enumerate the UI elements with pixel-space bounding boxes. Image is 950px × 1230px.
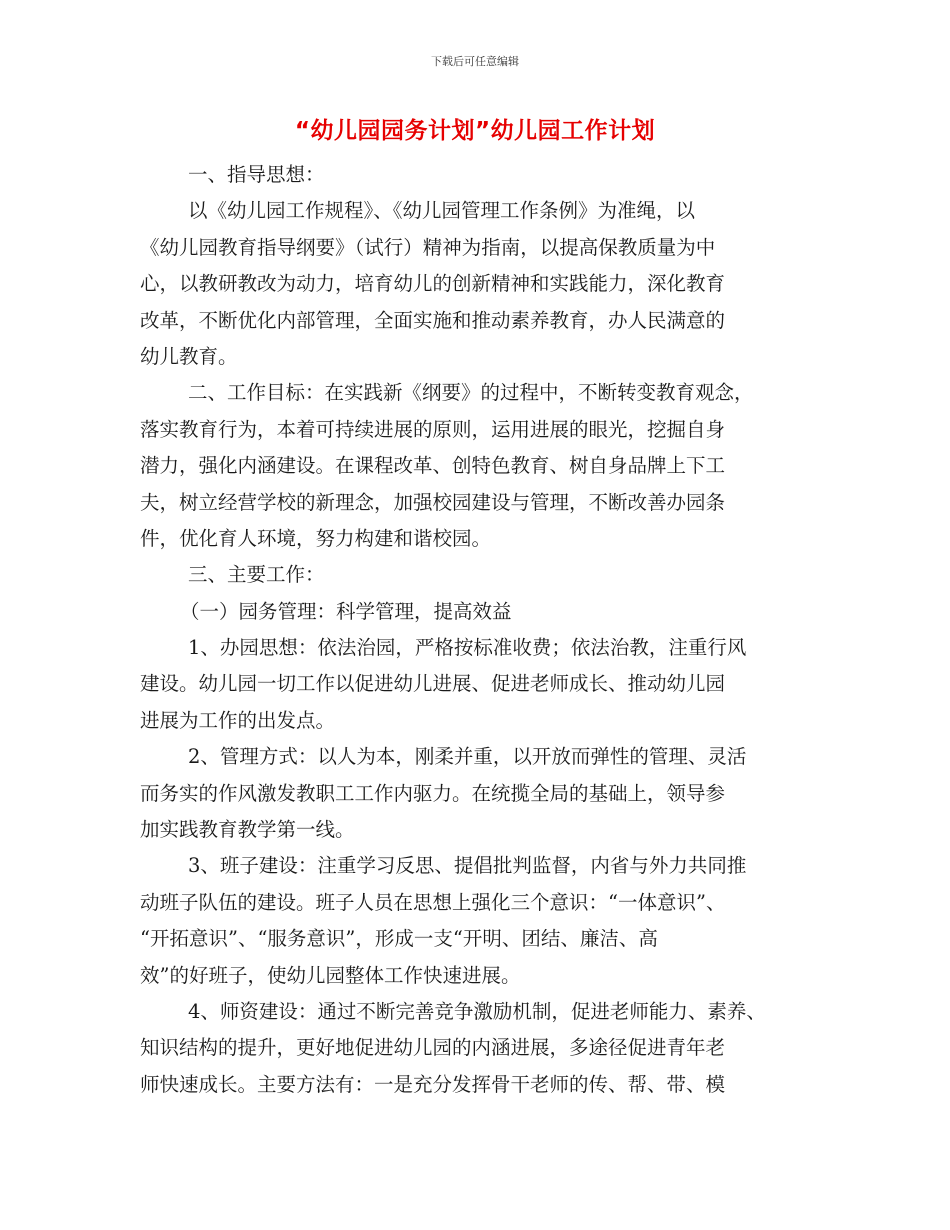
text-line: 心，以教研教改为动力，培育幼儿的创新精神和实践能力，深化教育 bbox=[140, 272, 726, 296]
document-body bbox=[140, 157, 810, 1103]
text-line: “开拓意识”、“服务意识”，形成一支“开明、团结、廉洁、高 bbox=[140, 927, 658, 951]
text-line: 夫，树立经营学校的新理念，加强校园建设与管理，不断改善办园条 bbox=[140, 490, 726, 514]
text-line: 师快速成长。主要方法有：一是充分发挥骨干老师的传、帮、带、模 bbox=[140, 1072, 726, 1096]
text-line: 建设。幼儿园一切工作以促进幼儿进展、促进老师成长、推动幼儿园 bbox=[140, 672, 726, 696]
text-line: 知识结构的提升，更好地促进幼儿园的内涵进展，多途径促进青年老 bbox=[140, 1036, 726, 1060]
text-line: 效”的好班子，使幼儿园整体工作快速进展。 bbox=[140, 963, 521, 987]
text-line: 进展为工作的出发点。 bbox=[140, 708, 336, 732]
text-line: 潜力，强化内涵建设。在课程改革、创特色教育、树自身品牌上下工 bbox=[140, 454, 726, 478]
text-line: 动班子队伍的建设。班子人员在思想上强化三个意识：“一体意识”、 bbox=[140, 890, 726, 914]
text-line: 二、工作目标：在实践新《纲要》的过程中，不断转变教育观念， bbox=[188, 381, 754, 405]
text-line: 3、班子建设：注重学习反思、提倡批判监督，内省与外力共同推 bbox=[188, 854, 747, 878]
text-line: 《幼儿园教育指导纲要》（试行）精神为指南，以提高保教质量为中 bbox=[140, 235, 716, 259]
text-line: 落实教育行为，本着可持续进展的原则，运用进展的眼光，挖掘自身 bbox=[140, 417, 726, 441]
text-line: 而务实的作风激发教职工工作内驱力。在统揽全局的基础上，领导参 bbox=[140, 781, 726, 805]
header-note: 下载后可任意编辑 bbox=[431, 55, 519, 68]
text-line: 三、主要工作： bbox=[188, 563, 325, 587]
text-line: 一、指导思想： bbox=[188, 163, 325, 186]
text-line: 4、师资建设：通过不断完善竞争激励机制，促进老师能力、素养、 bbox=[188, 999, 766, 1023]
text-line: 1、办园思想：依法治园，严格按标准收费；依法治教，注重行风 bbox=[188, 636, 747, 660]
text-line: 幼儿教育。 bbox=[140, 344, 238, 368]
text-line: 以《幼儿园工作规程》、《幼儿园管理工作条例》为准绳，以 bbox=[188, 199, 696, 223]
text-line: 件，优化育人环境，努力构建和谐校园。 bbox=[140, 526, 492, 550]
text-line: 2、管理方式：以人为本，刚柔并重，以开放而弹性的管理、灵活 bbox=[188, 745, 747, 769]
document-title: “幼儿园园务计划”幼儿园工作计划 bbox=[294, 118, 656, 144]
text-line: 加实践教育教学第一线。 bbox=[140, 818, 355, 842]
text-line: 改革，不断优化内部管理，全面实施和推动素养教育，办人民满意的 bbox=[140, 308, 726, 332]
text-line: （一）园务管理：科学管理，提高效益 bbox=[180, 599, 512, 623]
